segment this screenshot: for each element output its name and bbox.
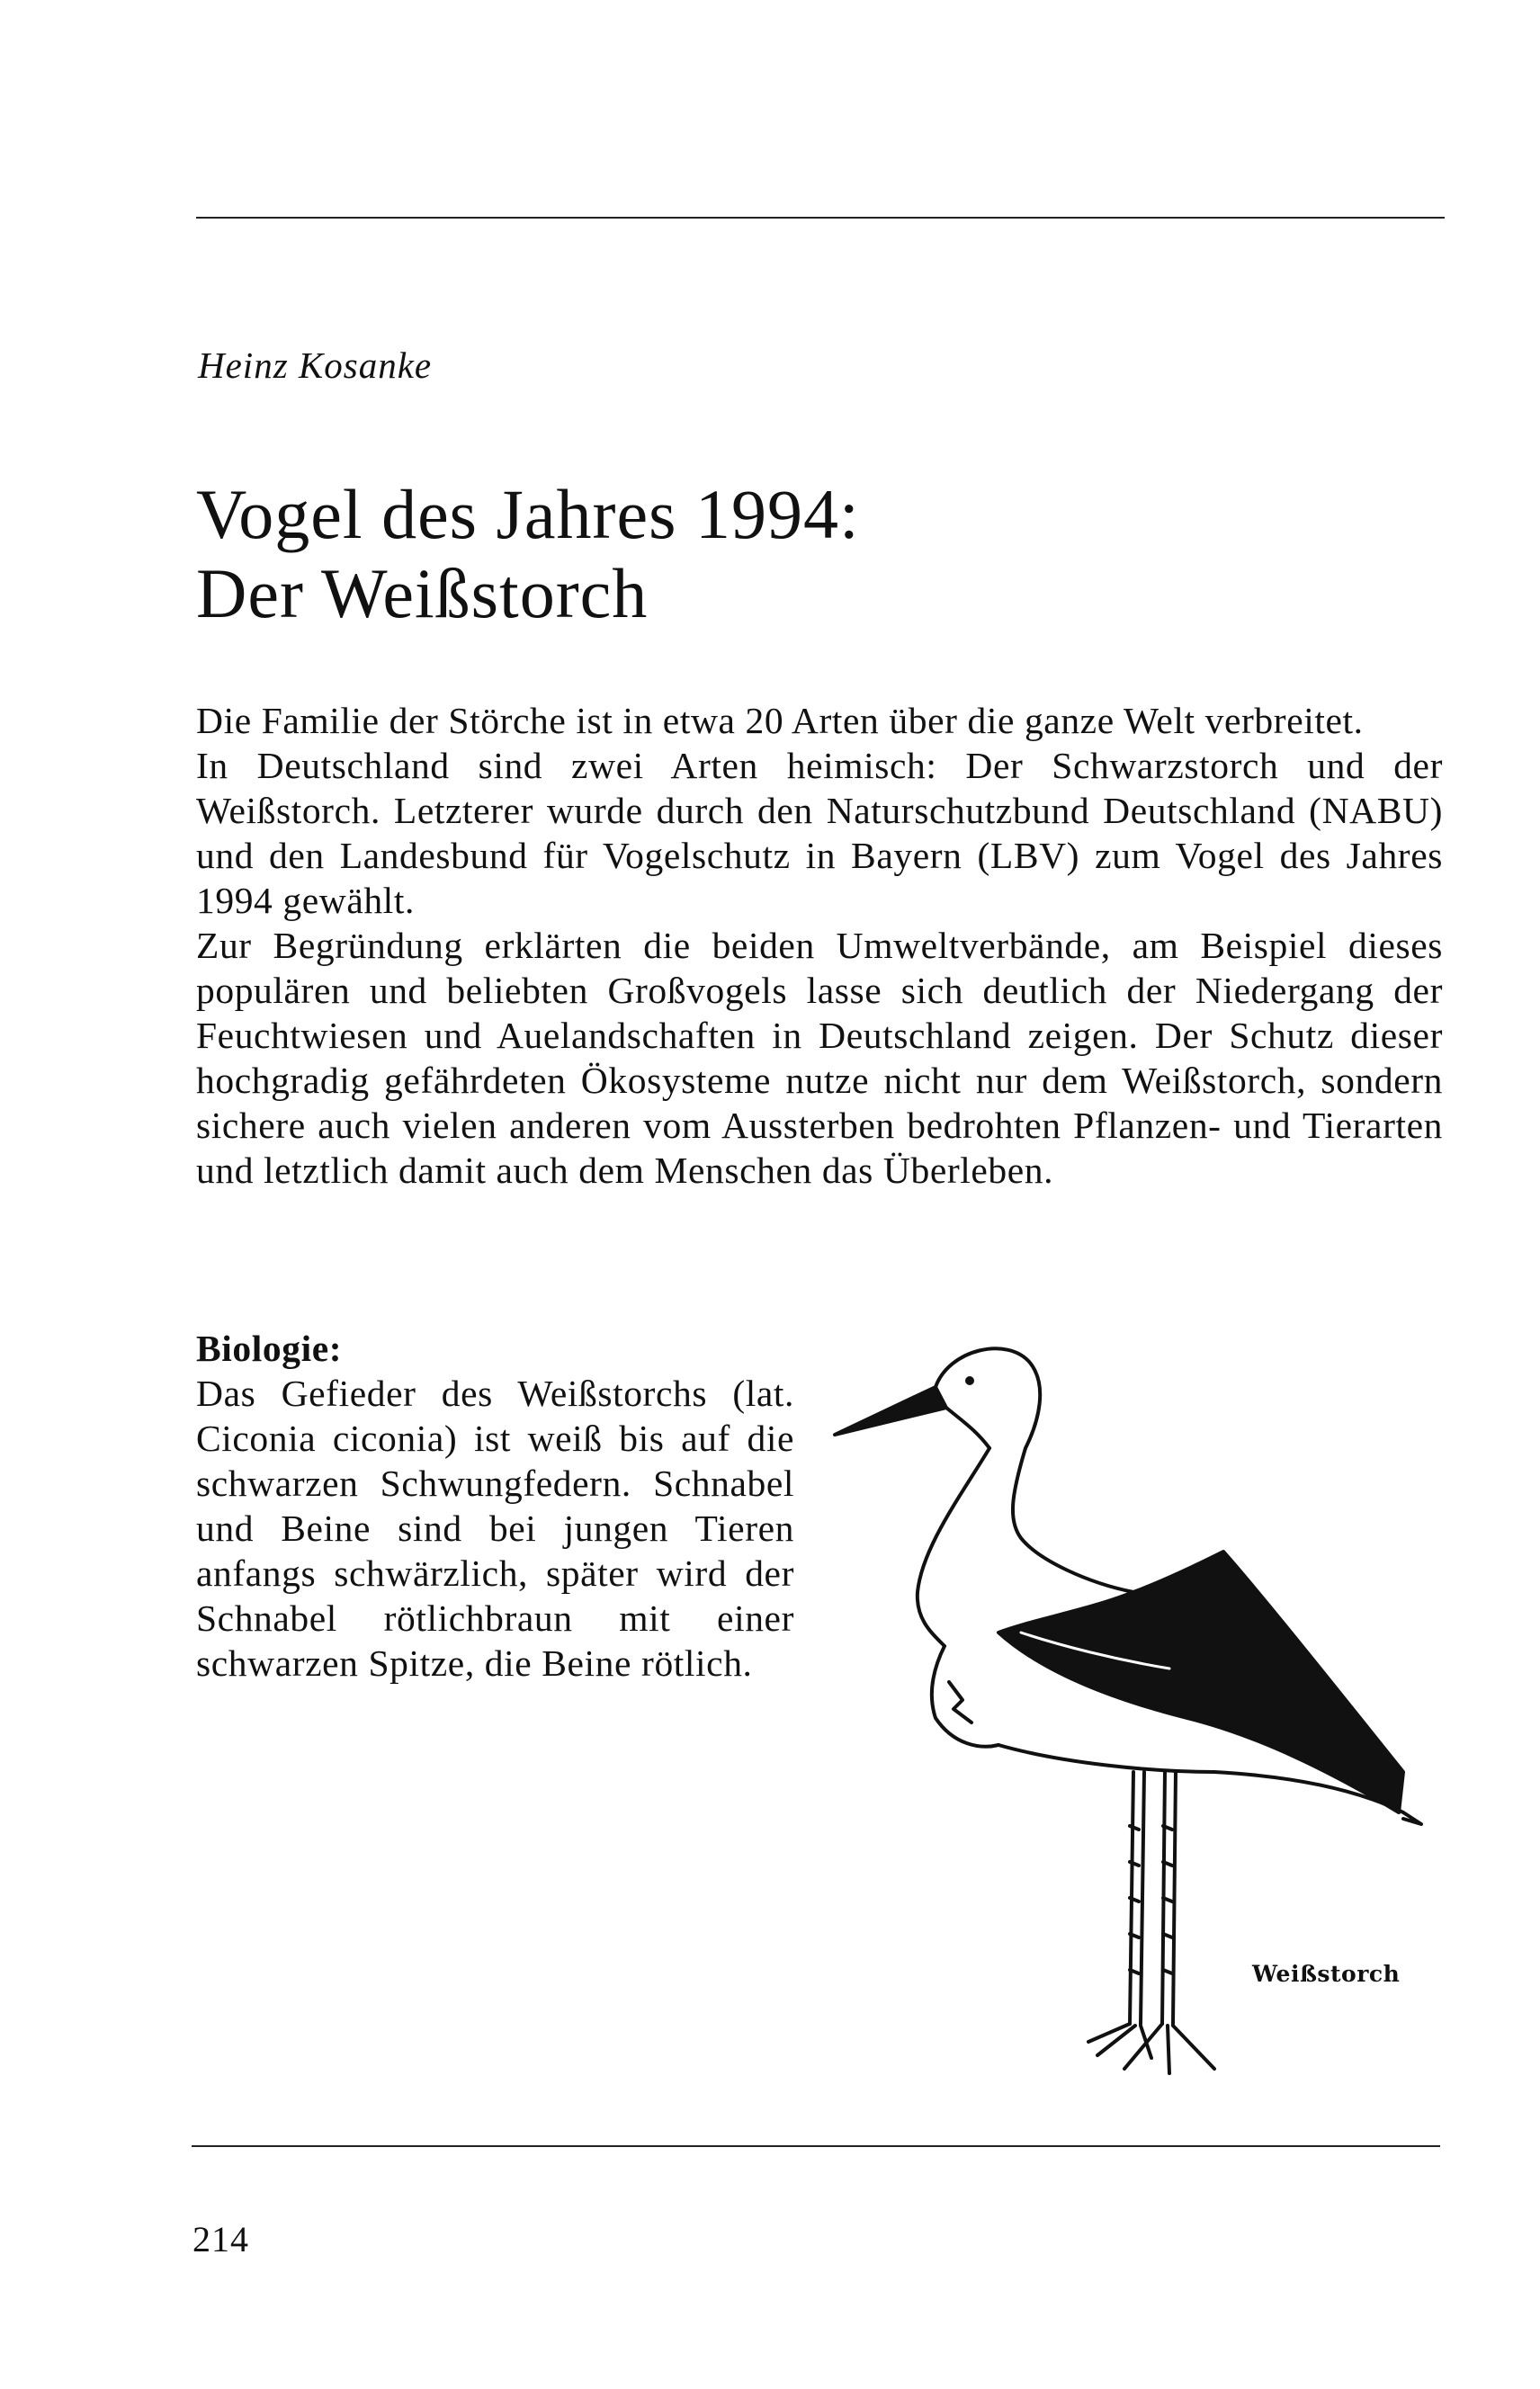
author-name: Heinz Kosanke <box>198 344 433 386</box>
biology-section <box>196 1326 794 1686</box>
page-number: 214 <box>192 2219 249 2259</box>
figure-caption: Weißstorch <box>1252 1961 1401 1987</box>
bottom-rule <box>192 2145 1440 2147</box>
biology-text: Das Gefieder des Weißstorchs (lat. Ciconia ciconia) ist weiß bis auf die schwarzen Schwungfedern. Schnabel und Beine sind bei jungen Tieren anfangs schwärzlich, später wird der Schnabel rötlichbraun mit einer schwarzen Spitze, die Beine rötlich. <box>196 1373 794 1684</box>
title-line-1: Vogel des Jahres 1994: <box>196 475 860 553</box>
paragraph-reasoning: Zur Begründung erklärten die beiden Umweltverbände, am Beispiel dieses populären und beliebten Großvogels lasse sich deutlich der Niedergang der Feuchtwiesen und Auelandschaften in Deutschland zeigen. Der Schutz dieser hochgradig gefährdeten Ökosysteme nutze nicht nur dem Weißstorch, sondern sichere auch vielen anderen vom Aussterben bedrohten Pflanzen- und Tierarten und letztlich damit auch dem Menschen das Überleben. <box>196 925 1443 1191</box>
paragraph-intro: Die Familie der Störche ist in etwa 20 Arten über die ganze Welt verbreitet. <box>196 700 1364 741</box>
paragraph-species: In Deutschland sind zwei Arten heimisch: Der Schwarzstorch und der Weißstorch. Letzterer wurde durch den Naturschutzbund Deutschland (NABU) und den Landesbund für Vogelschutz in Bayern (LBV) zum Vogel des Jahres 1994 gewählt. <box>196 745 1443 921</box>
top-rule <box>196 217 1445 219</box>
biology-heading: Biologie: <box>196 1328 343 1369</box>
title-line-2: Der Weißstorch <box>196 554 649 632</box>
article-title <box>196 475 860 633</box>
article-body <box>196 698 1443 1193</box>
